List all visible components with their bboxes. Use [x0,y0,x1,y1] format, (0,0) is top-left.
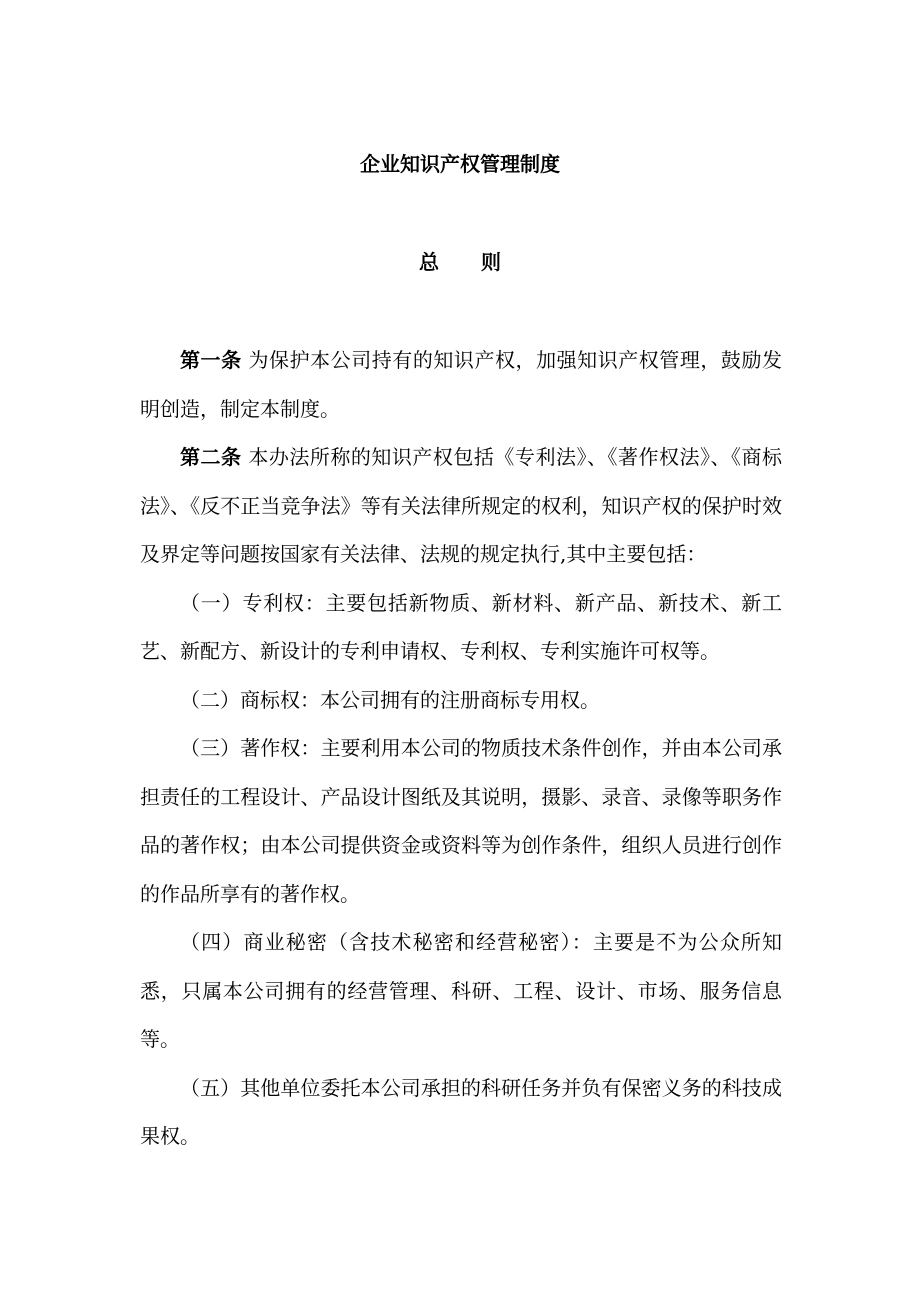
document-title: 企业知识产权管理制度 [360,152,560,176]
item-1-patent-rights: （一）专利权：主要包括新物质、新材料、新产品、新技术、新工艺、新配方、新设计的专利申请权、专利权、专利实施许可权等。 [140,590,782,663]
item-4-trade-secrets: （四）商业秘密（含技术秘密和经营秘密）：主要是不为公众所知悉，只属本公司拥有的经营管理、科研、工程、设计、市场、服务信息等。 [140,930,782,1051]
article-2 [140,433,782,579]
item-2-trademark-rights: （二）商标权：本公司拥有的注册商标专用权。 [180,687,600,712]
section-heading-char-2: 则 [481,250,501,274]
document-body [140,336,782,1161]
section-heading-char-1: 总 [419,250,439,274]
section-heading [0,246,920,275]
article-2-number: 第二条 [180,445,242,469]
item-3-copyright: （三）著作权：主要利用本公司的物质技术条件创作，并由本公司承担责任的工程设计、产品设计图纸及其说明，摄影、录音、录像等职务作品的著作权；由本公司提供资金或资料等为创作条件，组织人员进行创作的作品所享有的著作权。 [140,736,782,906]
item-5-commissioned-research: （五）其他单位委托本公司承担的科研任务并负有保密义务的科技成果权。 [140,1075,782,1148]
article-1-number: 第一条 [180,348,242,372]
article-2-text: 本办法所称的知识产权包括《专利法》、《著作权法》、《商标法》、《反不正当竞争法》等有关法律所规定的权利，知识产权的保护时效及界定等问题按国家有关法律、法规的规定执行,其中主要包括： [140,445,782,566]
article-1-text: 为保护本公司持有的知识产权，加强知识产权管理，鼓励发明创造，制定本制度。 [140,348,783,421]
article-1 [140,336,782,433]
